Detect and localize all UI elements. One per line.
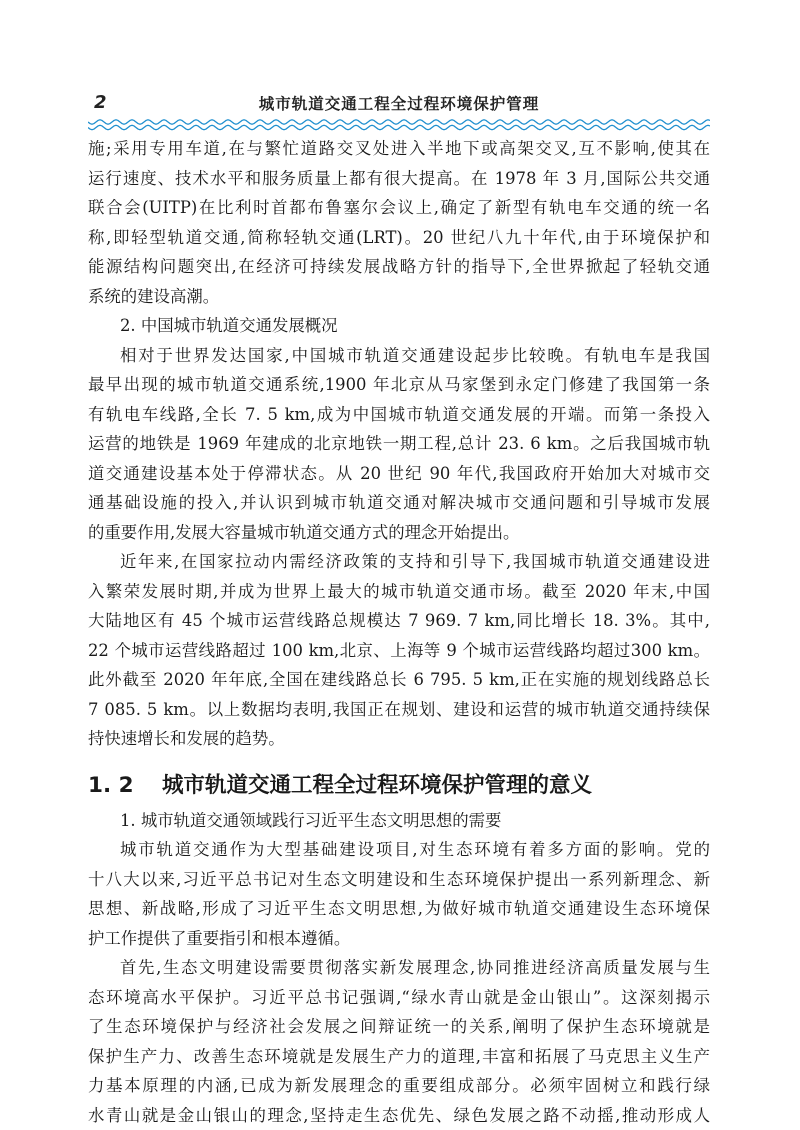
text-line: 此外截至 2020 年年底,全国在建线路总长 6 795. 5 km,正在实施的规划线路总长 xyxy=(88,665,710,695)
text-line: 保护生产力、改善生态环境就是发展生产力的道理,丰富和拓展了马克思主义生产 xyxy=(88,1042,710,1072)
text-line: 十八大以来,习近平总书记对生态文明建设和生态环境保护提出一系列新理念、新 xyxy=(88,865,710,895)
page-number: 2 xyxy=(94,92,107,113)
text-line: 有轨电车线路,全长 7. 5 km,成为中国城市轨道交通发展的开端。而第一条投入 xyxy=(88,400,710,430)
running-title: 城市轨道交通工程全过程环境保护管理 xyxy=(88,92,710,114)
section-title: 城市轨道交通工程全过程环境保护管理的意义 xyxy=(162,773,592,798)
text-line: 最早出现的城市轨道交通系统,1900 年北京从马家堡到永定门修建了我国第一条 xyxy=(88,370,710,400)
text-line: 的重要作用,发展大容量城市轨道交通方式的理念开始提出。 xyxy=(88,518,710,548)
running-header xyxy=(88,90,710,118)
text-line: 城市轨道交通作为大型基础建设项目,对生态环境有着多方面的影响。党的 xyxy=(88,835,710,865)
text-line: 道交通建设基本处于停滞状态。从 20 世纪 90 年代,我国政府开始加大对城市交 xyxy=(88,459,710,489)
text-line: 近年来,在国家拉动内需经济政策的支持和引导下,我国城市轨道交通建设进 xyxy=(88,547,710,577)
text-block-before-heading xyxy=(88,134,710,754)
text-line: 称,即轻型轨道交通,简称轻轨交通(LRT)。20 世纪八九十年代,由于环境保护和 xyxy=(88,223,710,253)
text-line: 7 085. 5 km。以上数据均表明,我国正在规划、建设和运营的城市轨道交通持续保 xyxy=(88,695,710,725)
text-block-after-heading xyxy=(88,806,710,1130)
text-line: 系统的建设高潮。 xyxy=(88,282,710,312)
text-line: 能源结构问题突出,在经济可持续发展战略方针的指导下,全世界掀起了轻轨交通 xyxy=(88,252,710,282)
page-body xyxy=(88,134,710,1130)
text-line: 持快速增长和发展的趋势。 xyxy=(88,724,710,754)
text-line: 通基础设施的投入,并认识到城市轨道交通对解决城市交通问题和引导城市发展 xyxy=(88,488,710,518)
text-line: 施;采用专用车道,在与繁忙道路交叉处进入半地下或高架交叉,互不影响,使其在 xyxy=(88,134,710,164)
text-line: 入繁荣发展时期,并成为世界上最大的城市轨道交通市场。截至 2020 年末,中国 xyxy=(88,577,710,607)
text-line: 思想、新战略,形成了习近平生态文明思想,为做好城市轨道交通建设生态环境保 xyxy=(88,894,710,924)
text-line: 运行速度、技术水平和服务质量上都有很大提高。在 1978 年 3 月,国际公共交通 xyxy=(88,164,710,194)
section-heading xyxy=(88,766,710,806)
text-line: 首先,生态文明建设需要贯彻落实新发展理念,协同推进经济高质量发展与生 xyxy=(88,953,710,983)
text-line: 护工作提供了重要指引和根本遵循。 xyxy=(88,924,710,954)
text-line: 联合会(UITP)在比利时首都布鲁塞尔会议上,确定了新型有轨电车交通的统一名 xyxy=(88,193,710,223)
text-line: 态环境高水平保护。习近平总书记强调,“绿水青山就是金山银山”。这深刻揭示 xyxy=(88,983,710,1013)
text-line: 相对于世界发达国家,中国城市轨道交通建设起步比较晚。有轨电车是我国 xyxy=(88,341,710,371)
text-line: 水青山就是金山银山的理念,坚持走生态优先、绿色发展之路不动摇,推动形成人 xyxy=(88,1101,710,1130)
section-number: 1. 2 xyxy=(88,766,162,806)
text-line: 力基本原理的内涵,已成为新发展理念的重要组成部分。必须牢固树立和践行绿 xyxy=(88,1071,710,1101)
text-line: 22 个城市运营线路超过 100 km,北京、上海等 9 个城市运营线路均超过300 km。 xyxy=(88,636,710,666)
text-line: 了生态环境保护与经济社会发展之间辩证统一的关系,阐明了保护生态环境就是 xyxy=(88,1012,710,1042)
decorative-wave-rule xyxy=(88,118,710,132)
text-line: 运营的地铁是 1969 年建成的北京地铁一期工程,总计 23. 6 km。之后我国城市轨 xyxy=(88,429,710,459)
text-line: 2. 中国城市轨道交通发展概况 xyxy=(88,311,710,341)
text-line: 1. 城市轨道交通领域践行习近平生态文明思想的需要 xyxy=(88,806,710,836)
text-line: 大陆地区有 45 个城市运营线路总规模达 7 969. 7 km,同比增长 18. 3%。其中, xyxy=(88,606,710,636)
